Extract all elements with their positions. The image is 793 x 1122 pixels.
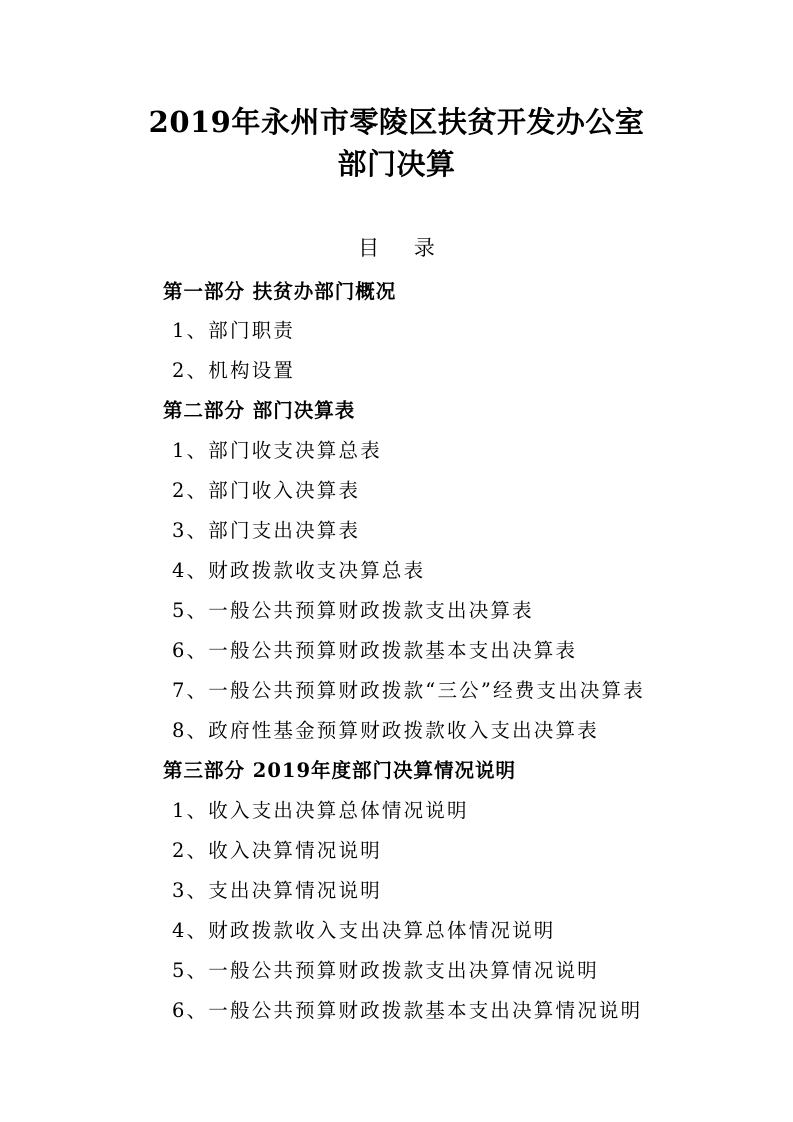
document-title-line1: 2019年永州市零陵区扶贫开发办公室 (148, 105, 645, 139)
toc-item: 5、一般公共预算财政拨款支出决算情况说明 (172, 959, 599, 982)
toc-item: 7、一般公共预算财政拨款“三公”经费支出决算表 (172, 679, 645, 702)
toc-item: 2、机构设置 (172, 359, 296, 382)
toc-heading: 目 录 (358, 236, 449, 260)
toc-item: 1、收入支出决算总体情况说明 (172, 799, 469, 822)
toc-section-3: 第三部分 2019年度部门决算情况说明 (163, 759, 517, 782)
toc-section-2: 第二部分 部门决算表 (163, 399, 356, 422)
toc-item: 5、一般公共预算财政拨款支出决算表 (172, 599, 534, 622)
toc-section-1: 第一部分 扶贫办部门概况 (163, 280, 397, 303)
toc-item: 3、部门支出决算表 (172, 519, 361, 542)
toc-item: 3、支出决算情况说明 (172, 879, 382, 902)
toc-item: 2、部门收入决算表 (172, 479, 361, 502)
toc-item: 6、一般公共预算财政拨款基本支出决算表 (172, 639, 578, 662)
toc-item: 1、部门职责 (172, 319, 296, 342)
toc-item: 1、部门收支决算总表 (172, 439, 382, 462)
toc-item: 4、财政拨款收入支出决算总体情况说明 (172, 919, 556, 942)
toc-item: 8、政府性基金预算财政拨款收入支出决算表 (172, 719, 599, 742)
toc-item: 2、收入决算情况说明 (172, 839, 382, 862)
toc-item: 6、一般公共预算财政拨款基本支出决算情况说明 (172, 999, 643, 1022)
document-title-line2: 部门决算 (337, 147, 456, 181)
toc-item: 4、财政拨款收支决算总表 (172, 559, 426, 582)
